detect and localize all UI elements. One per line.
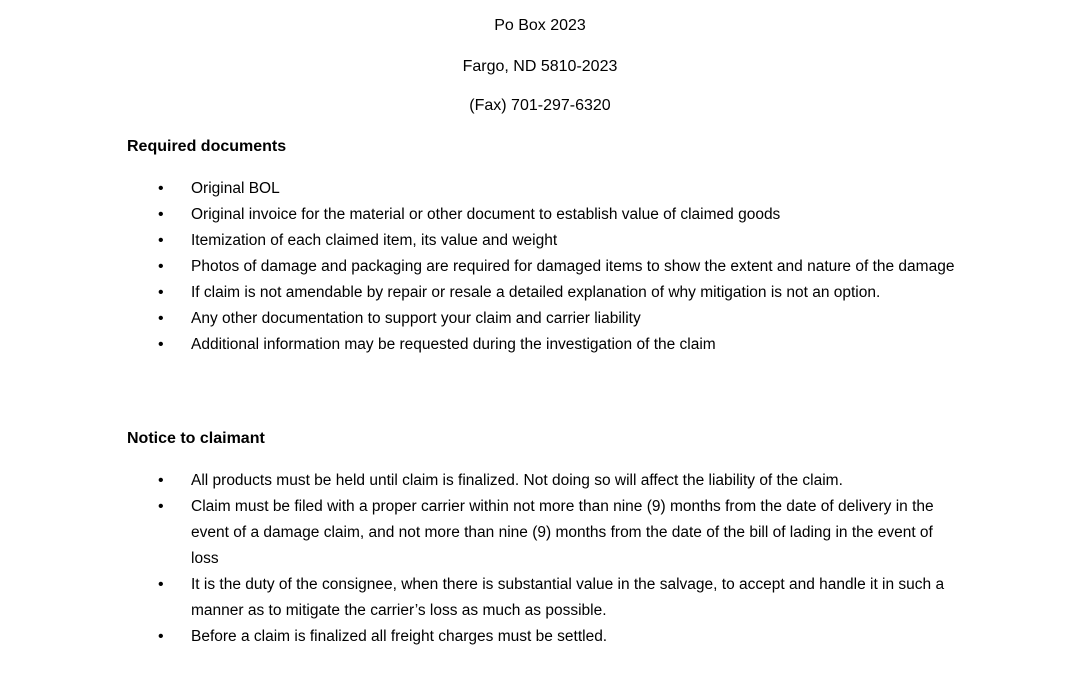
bullet-icon: • [158, 498, 164, 515]
list-item [0, 254, 961, 280]
list-item-text: It is the duty of the consignee, when there is substantial value in the salvage, to accept and handle it in such a manner as to mitigate the carrier’s loss as much as possible. [191, 576, 945, 619]
address-po-box: Po Box 2023 [494, 17, 586, 34]
address-fax: (Fax) 701-297-6320 [469, 97, 611, 114]
list-item [0, 494, 961, 572]
list-item-text: Any other documentation to support your claim and carrier liability [191, 310, 641, 327]
list-item-text: Additional information may be requested during the investigation of the claim [191, 336, 716, 353]
bullet-icon: • [158, 310, 164, 327]
list-item [0, 306, 961, 332]
notice-to-claimant-list [0, 468, 1080, 650]
list-item [0, 624, 961, 650]
bullet-icon: • [158, 628, 164, 645]
list-item-text: Itemization of each claimed item, its value and weight [191, 232, 558, 249]
list-item-text: Before a claim is finalized all freight charges must be settled. [191, 628, 608, 645]
bullet-icon: • [158, 576, 164, 593]
required-documents-list [0, 176, 1080, 358]
address-city-state-zip: Fargo, ND 5810-2023 [462, 58, 618, 75]
list-item-text: Claim must be filed with a proper carrier within not more than nine (9) months from the date of delivery in the event of a damage claim, and not more than nine (9) months from the date of the bill of lading in the event of loss [191, 498, 934, 567]
notice-to-claimant-heading: Notice to claimant [127, 430, 265, 447]
bullet-icon: • [158, 284, 164, 301]
list-item [0, 280, 961, 306]
bullet-icon: • [158, 180, 164, 197]
list-item-text: Original BOL [191, 180, 280, 197]
list-item [0, 572, 961, 624]
list-item-text: If claim is not amendable by repair or resale a detailed explanation of why mitigation is not an option. [191, 284, 881, 301]
bullet-icon: • [158, 232, 164, 249]
list-item [0, 202, 961, 228]
list-item [0, 332, 961, 358]
bullet-icon: • [158, 336, 164, 353]
list-item [0, 228, 961, 254]
required-documents-heading: Required documents [127, 138, 287, 155]
bullet-icon: • [158, 472, 164, 489]
list-item-text: Original invoice for the material or other document to establish value of claimed goods [191, 206, 781, 223]
bullet-icon: • [158, 206, 164, 223]
list-item-text: All products must be held until claim is finalized. Not doing so will affect the liability of the claim. [191, 472, 843, 489]
bullet-icon: • [158, 258, 164, 275]
list-item [0, 468, 961, 494]
list-item [0, 176, 961, 202]
list-item-text: Photos of damage and packaging are required for damaged items to show the extent and nature of the damage [191, 258, 955, 275]
